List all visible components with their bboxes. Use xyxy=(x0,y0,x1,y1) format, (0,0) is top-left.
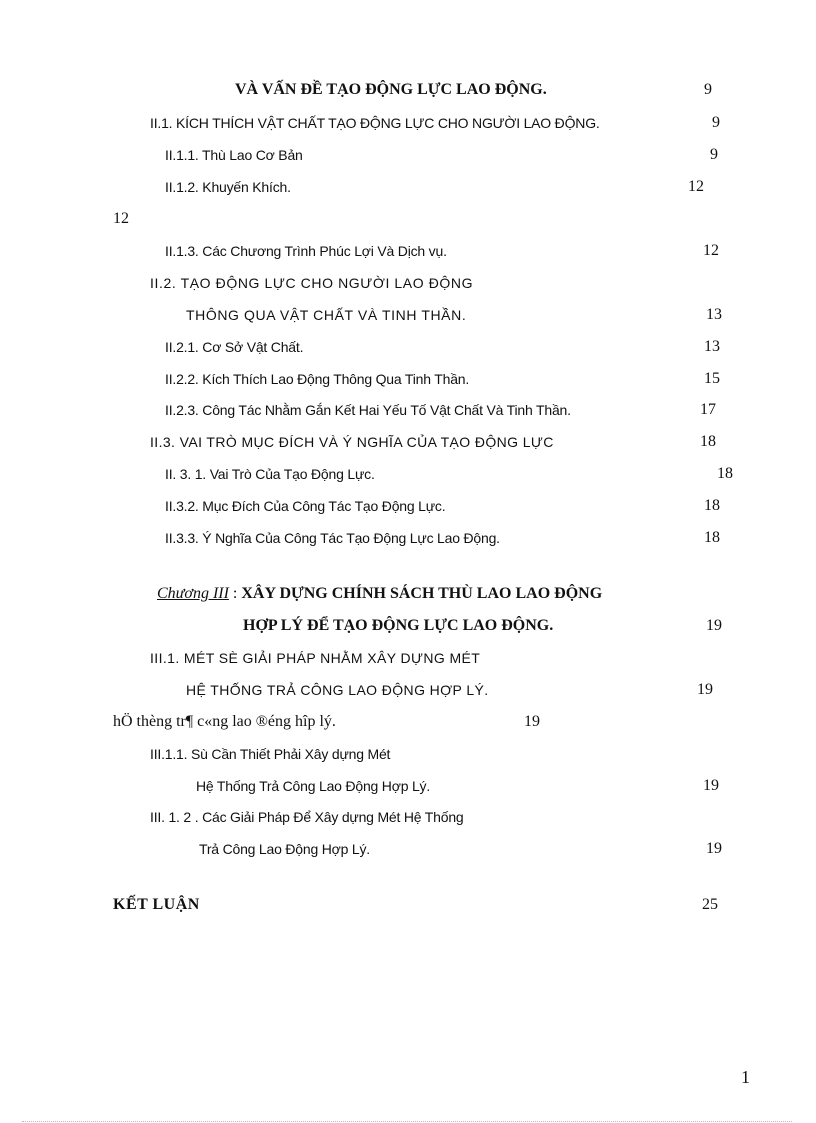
chapter-colon: : xyxy=(228,585,242,602)
toc-entry-section: II.3. VAI TRÒ MỤC ĐÍCH VÀ Ý NGHĨA CỦA TẠO ĐỘNG LỰC xyxy=(150,434,554,450)
toc-entry-section-cont: THÔNG QUA VẬT CHẤT VÀ TINH THẦN. xyxy=(186,307,467,323)
chapter-label: Chương III xyxy=(157,585,229,602)
toc-entry-section-cont: HỆ THỐNG TRẢ CÔNG LAO ĐỘNG HỢP LÝ. xyxy=(186,682,489,698)
page-number: 1 xyxy=(741,1067,750,1087)
toc-page-number: 25 xyxy=(702,896,718,913)
toc-page-number: 12 xyxy=(703,242,719,259)
toc-page-number: 9 xyxy=(704,81,712,98)
toc-entry-subsection-cont: Hệ Thống Trả Công Lao Động Hợp Lý. xyxy=(196,778,431,794)
toc-entry-subsection: II.2.3. Công Tác Nhằm Gắn Kết Hai Yếu Tố Vật Chất Và Tinh Thần. xyxy=(165,402,571,418)
toc-page-number: 18 xyxy=(700,433,716,450)
chapter-heading xyxy=(157,584,602,604)
toc-page-number: 17 xyxy=(700,401,716,418)
toc-page-number: 19 xyxy=(703,777,719,794)
toc-entry-garbled: hÖ thèng tr¶ c«ng lao ®éng hîp lý. xyxy=(113,713,336,730)
toc-entry-subsection: II. 3. 1. Vai Trò Của Tạo Động Lực. xyxy=(165,466,375,482)
toc-page-number: 9 xyxy=(710,146,718,163)
toc-entry-subsection: III.1.1. Sù Cần Thiết Phải Xây dựng Mét xyxy=(150,746,391,762)
toc-entry-subsection: II.1.3. Các Chương Trình Phúc Lợi Và Dịch vụ. xyxy=(165,243,447,259)
toc-entry-subsection: II.3.3. Ý Nghĩa Của Công Tác Tạo Động Lực Lao Động. xyxy=(165,530,500,546)
toc-page-number: 9 xyxy=(712,114,720,131)
conclusion-heading: KẾT LUẬN xyxy=(113,896,200,913)
toc-entry-subsection: III. 1. 2 . Các Giải Pháp Để Xây dựng Mét Hệ Thống xyxy=(150,809,464,825)
toc-page-number: 19 xyxy=(697,681,713,698)
toc-page-number: 12 xyxy=(113,210,129,227)
toc-page-number: 18 xyxy=(717,465,733,482)
toc-entry-subsection: II.3.2. Mục Đích Của Công Tác Tạo Động Lực. xyxy=(165,498,446,514)
toc-page-number: 13 xyxy=(706,306,722,323)
toc-entry-section: II.2. TẠO ĐỘNG LỰC CHO NGƯỜI LAO ĐỘNG xyxy=(150,275,474,291)
toc-page-number: 19 xyxy=(706,840,722,857)
toc-entry-section: II.1. KÍCH THÍCH VẬT CHẤT TẠO ĐỘNG LỰC CHO NGƯỜI LAO ĐỘNG. xyxy=(150,115,600,131)
toc-page-number: 15 xyxy=(704,370,720,387)
toc-entry-heading: VÀ VẤN ĐỀ TẠO ĐỘNG LỰC LAO ĐỘNG. xyxy=(235,81,547,98)
toc-entry-section: III.1. MÉT SÈ GIẢI PHÁP NHẰM XÂY DỰNG MÉT xyxy=(150,650,481,666)
chapter-title: XÂY DỰNG CHÍNH SÁCH THÙ LAO LAO ĐỘNG xyxy=(241,585,603,602)
toc-page-number: 12 xyxy=(688,178,704,195)
toc-entry-subsection: II.2.2. Kích Thích Lao Động Thông Qua Tinh Thần. xyxy=(165,371,470,387)
toc-entry-subsection-cont: Trả Công Lao Động Hợp Lý. xyxy=(199,841,370,857)
toc-page-number: 19 xyxy=(524,713,540,730)
toc-entry-heading: HỢP LÝ ĐỂ TẠO ĐỘNG LỰC LAO ĐỘNG. xyxy=(243,617,554,634)
toc-page-number: 18 xyxy=(704,497,720,514)
toc-page-number: 13 xyxy=(704,338,720,355)
footer-rule xyxy=(22,1121,792,1122)
toc-page-number: 18 xyxy=(704,529,720,546)
toc-page-number: 19 xyxy=(706,617,722,634)
toc-entry-subsection: II.1.1. Thù Lao Cơ Bản xyxy=(165,147,303,163)
toc-entry-subsection: II.1.2. Khuyến Khích. xyxy=(165,179,291,195)
toc-entry-subsection: II.2.1. Cơ Sở Vật Chất. xyxy=(165,339,304,355)
